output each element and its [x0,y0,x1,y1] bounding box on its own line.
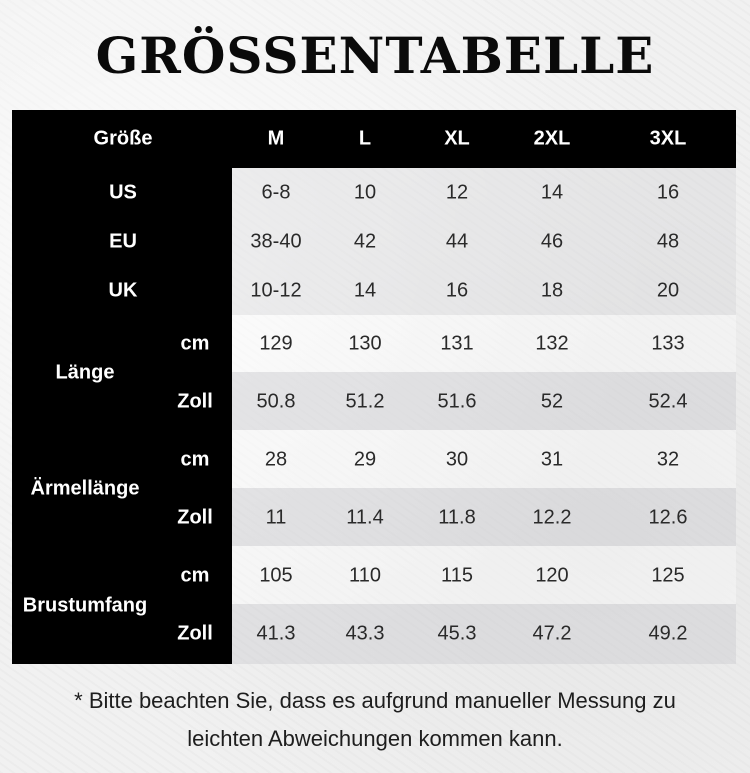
unit-label-cm: cm [180,448,210,471]
table-cell: 11.8 [438,506,476,529]
table-cell: 51.2 [345,390,385,413]
table-cell: 129 [259,332,293,355]
table-cell: 32 [656,448,680,471]
table-cell: 12.6 [648,506,688,529]
table-cell: 28 [264,448,288,471]
table-cell: 44 [445,230,469,253]
table-cell: 38-40 [250,230,302,253]
table-cell: 132 [535,332,569,355]
table-cell: 45.3 [437,622,477,645]
table-cell: 125 [651,564,685,587]
unit-label-cm: cm [180,332,210,355]
row-label-eu: EU [109,230,137,253]
header-size-2xl: 2XL [533,127,571,150]
table-cell: 105 [259,564,293,587]
table-cell: 29 [353,448,377,471]
page-title: GRÖSSENTABELLE [95,26,655,85]
table-cell: 14 [353,279,377,302]
table-cell: 49.2 [648,622,688,645]
header-label-size: Größe [93,127,153,150]
header-size-xl: XL [444,127,470,150]
table-cell: 16 [656,181,680,204]
table-cell: 30 [445,448,469,471]
table-cell: 6-8 [261,181,291,204]
table-cell: 41.3 [256,622,296,645]
table-cell: 47.2 [532,622,572,645]
unit-label-cm: cm [180,564,210,587]
table-cell: 11 [265,506,287,529]
table-cell: 31 [540,448,564,471]
table-cell: 48 [656,230,680,253]
table-cell: 46 [540,230,564,253]
table-cell: 50.8 [256,390,296,413]
header-size-3xl: 3XL [649,127,687,150]
row-label-uk: UK [108,279,138,302]
table-cell: 130 [348,332,382,355]
table-cell: 18 [540,279,564,302]
row-label-length: Länge [55,361,115,384]
disclaimer-line-2: leichten Abweichungen kommen kann. [187,726,563,751]
table-cell: 110 [349,564,381,587]
size-chart-table [12,110,736,664]
row-label-us: US [109,181,137,204]
row-label-sleeve-length: Ärmellänge [30,477,140,500]
table-cell: 12 [445,181,469,204]
disclaimer-line-1: * Bitte beachten Sie, dass es aufgrund manueller Messung zu [74,688,676,713]
table-cell: 12.2 [532,506,572,529]
table-cell: 115 [441,564,473,587]
table-cell: 16 [445,279,469,302]
table-cell: 51.6 [437,390,477,413]
table-cell: 120 [535,564,569,587]
table-cell: 11.4 [346,506,384,529]
table-cell: 10-12 [250,279,302,302]
table-cell: 131 [440,332,474,355]
table-cell: 43.3 [345,622,385,645]
row-label-chest: Brustumfang [22,594,148,617]
table-cell: 42 [353,230,377,253]
table-cell: 52 [540,390,564,413]
table-cell: 14 [540,181,564,204]
header-size-l: L [358,127,372,150]
unit-label-inch: Zoll [177,390,213,413]
table-cell: 52.4 [648,390,688,413]
header-size-m: M [267,127,285,150]
table-cell: 10 [353,181,377,204]
unit-label-inch: Zoll [177,622,213,645]
unit-label-inch: Zoll [177,506,213,529]
table-cell: 20 [656,279,680,302]
table-cell: 133 [651,332,685,355]
